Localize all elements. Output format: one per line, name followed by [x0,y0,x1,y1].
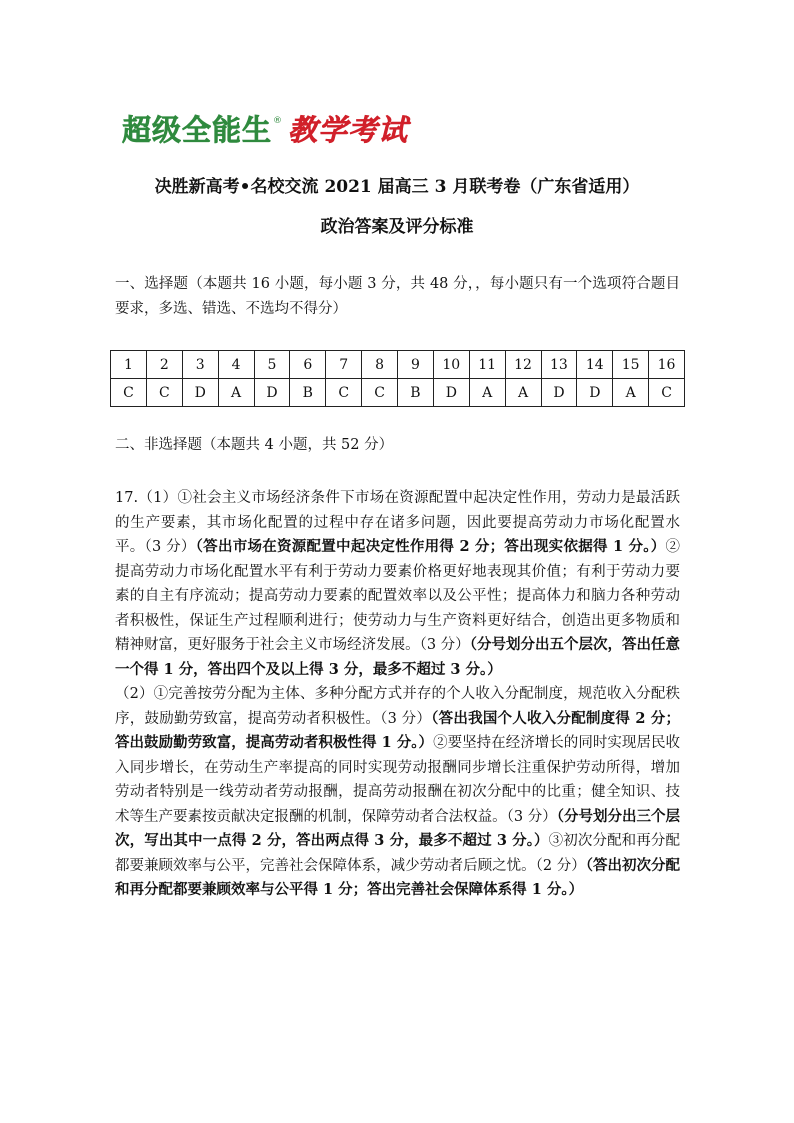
answer-cell: A [218,379,254,407]
q17-1-scoring-1: （答出市场在资源配置中起决定性作用得 2 分；答出现实依据得 1 分。） [195,538,666,555]
question-number-row [111,351,685,379]
answer-cell: D [254,379,290,407]
logo-registered-mark: ® [273,116,283,126]
answer-cell: A [613,379,649,407]
answer-cell: D [577,379,613,407]
q17-2-scoring-2: （分号划分出三个层次，写出其中一点得 2 分，答出两点得 3 分，最多不超过 3 分。） [115,807,681,849]
answer-cell: D [433,379,469,407]
answer-cell: D [541,379,577,407]
answer-cell: D [182,379,218,407]
answer-cell: B [290,379,326,407]
question-number: 13 [541,351,577,379]
answer-cell: B [398,379,434,407]
page-title: 决胜新高考•名校交流 2021 届高三 3 月联考卷（广东省适用） [154,177,640,197]
question-number: 3 [182,351,218,379]
q17-1-text-1: 17.（1）①社会主义市场经济条件下市场在资源配置中起决定性作用，劳动力是最活跃的生产要素，其市场化配置的过程中存在诸多问题，因此要提高劳动力市场化配置水平。（3 分） [115,490,680,555]
page-subtitle: 政治答案及评分标准 [320,217,474,237]
answer-cell: C [326,379,362,407]
question-number: 15 [613,351,649,379]
question-number: 2 [146,351,182,379]
question-number: 11 [469,351,505,379]
q17-1-scoring-2: （分号划分出五个层次，答出任意一个得 1 分，答出四个及以上得 3 分，最多不超过 3 分。） [115,636,680,678]
brand-logo [122,108,408,148]
answer-key-table [110,350,685,407]
answer-row [111,379,685,407]
q17-part-2 [115,682,680,903]
question-number: 5 [254,351,290,379]
question-number: 14 [577,351,613,379]
section-2-heading: 二、非选择题（本题共 4 小题，共 52 分） [115,437,394,453]
q17-2-text-1: （2）①完善按劳分配为主体、多种分配方式并存的个人收入分配制度，规范收入分配秩序，鼓励勤劳致富，提高劳动者积极性。（3 分） [115,686,680,727]
question-number: 7 [326,351,362,379]
section-1-instructions: 一、选择题（本题共 16 小题，每小题 3 分，共 48 分，，每小题只有一个选项符合题目要求，多选、错选、不选均不得分） [115,276,680,317]
q17-2-text-3: ③初次分配和再分配都要兼顾效率与公平，完善社会保障体系，减少劳动者后顾之忧。（2 分） [115,833,680,874]
question-number: 10 [433,351,469,379]
answer-cell: A [469,379,505,407]
answer-cell: A [505,379,541,407]
q17-2-scoring-1: （答出我国个人收入分配制度得 2 分；答出鼓励勤劳致富，提高劳动者积极性得 1 分。） [115,709,680,751]
question-number: 6 [290,351,326,379]
question-number: 8 [362,351,398,379]
question-number: 16 [649,351,685,379]
question-number: 9 [398,351,434,379]
logo-text-green: 超级全能生 [122,113,273,147]
question-number: 1 [111,351,147,379]
answer-cell: C [111,379,147,407]
q17-2-scoring-3: （答出初次分配和再分配都要兼顾效率与公平得 1 分；答出完善社会保障体系得 1 分。） [115,856,680,898]
answer-cell: C [362,379,398,407]
question-17-answer [115,486,680,903]
logo-text-red: 教学考试 [288,113,409,147]
answer-cell: C [146,379,182,407]
question-number: 4 [218,351,254,379]
q17-part-1 [115,486,680,682]
q17-2-text-2: ②要坚持在经济增长的同时实现居民收入同步增长，在劳动生产率提高的同时实现劳动报酬同步增长注重保护劳动所得，增加劳动者特别是一线劳动者劳动报酬，提高劳动报酬在初次分配中的比重；健全知识、技术等生产要素按贡献决定报酬的机制，保障劳动者合法权益。（3 分） [115,735,680,825]
q17-1-text-2: ②提高劳动力市场化配置水平有利于劳动力要素价格更好地表现其价值；有利于劳动力要素的自主有序流动；提高劳动力要素的配置效率以及公平性；提高体力和脑力各种劳动者积极性，保证生产过程顺利进行；使劳动力与生产资料更好结合，创造出更多物质和精神财富，更好服务于社会主义市场经济发展。（3 分） [115,539,680,653]
answer-cell: C [649,379,685,407]
question-number: 12 [505,351,541,379]
